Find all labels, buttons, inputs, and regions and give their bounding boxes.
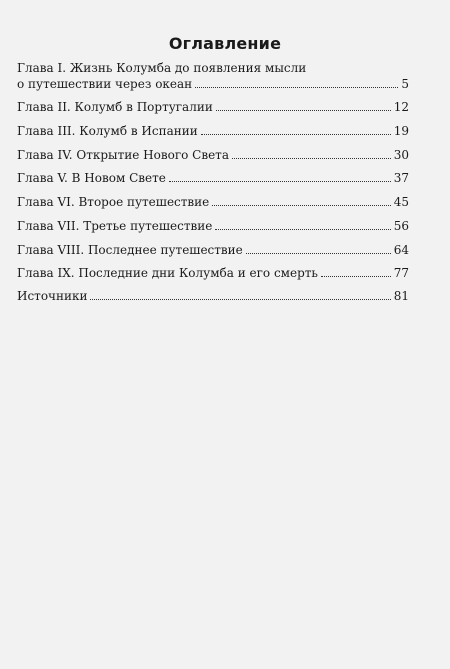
- toc-entry-page: 56: [393, 219, 409, 233]
- dot-leader: [321, 275, 391, 277]
- toc-entry-page: 5: [401, 77, 409, 91]
- dot-leader: [212, 204, 390, 206]
- toc-entry: [17, 242, 409, 258]
- toc-entry-label-line1: Глава I. Жизнь Колумба до появления мысли: [17, 61, 307, 75]
- dot-leader: [201, 133, 391, 135]
- toc-entry: [17, 194, 409, 210]
- toc-entry-page: 12: [393, 100, 409, 114]
- toc-entry-page: 19: [393, 124, 409, 138]
- toc-entry-label: Глава VIII. Последнее путешествие: [17, 243, 243, 257]
- toc-entry: [17, 170, 409, 186]
- toc-entry: [17, 218, 409, 234]
- toc-entry-label: Глава III. Колумб в Испании: [17, 124, 198, 138]
- dot-leader: [215, 228, 390, 230]
- toc-entry-label: о путешествии через океан: [17, 77, 193, 91]
- toc-entry-page: 30: [393, 148, 409, 162]
- dot-leader: [216, 109, 391, 111]
- toc-entry-label: Источники: [17, 289, 88, 303]
- toc-entry-label: Глава VII. Третье путешествие: [17, 219, 213, 233]
- dot-leader: [246, 252, 391, 254]
- toc-entry: [17, 288, 409, 304]
- toc-entry-label: Глава II. Колумб в Португалии: [17, 100, 213, 114]
- toc-entry-label: Глава VI. Второе путешествие: [17, 195, 210, 209]
- toc-entry: [17, 60, 409, 92]
- toc-entry: [17, 147, 409, 163]
- toc-entry-page: 77: [393, 266, 409, 280]
- toc-entry-page: 45: [393, 195, 409, 209]
- toc-entry-label: Глава IX. Последние дни Колумба и его смерть: [17, 266, 318, 280]
- page-title: Оглавление: [168, 34, 282, 53]
- dot-leader: [232, 157, 391, 159]
- toc-entry: [17, 265, 409, 281]
- toc-entry-page: 64: [393, 243, 409, 257]
- toc-entry: [17, 99, 409, 115]
- toc-entry-page: 81: [393, 289, 409, 303]
- dot-leader: [195, 86, 398, 88]
- dot-leader: [169, 180, 391, 182]
- dot-leader: [90, 298, 390, 300]
- toc-entry: [17, 123, 409, 139]
- toc-entry-label: Глава V. В Новом Свете: [17, 171, 166, 185]
- toc-entry-page: 37: [393, 171, 409, 185]
- toc-entry-label: Глава IV. Открытие Нового Света: [17, 148, 229, 162]
